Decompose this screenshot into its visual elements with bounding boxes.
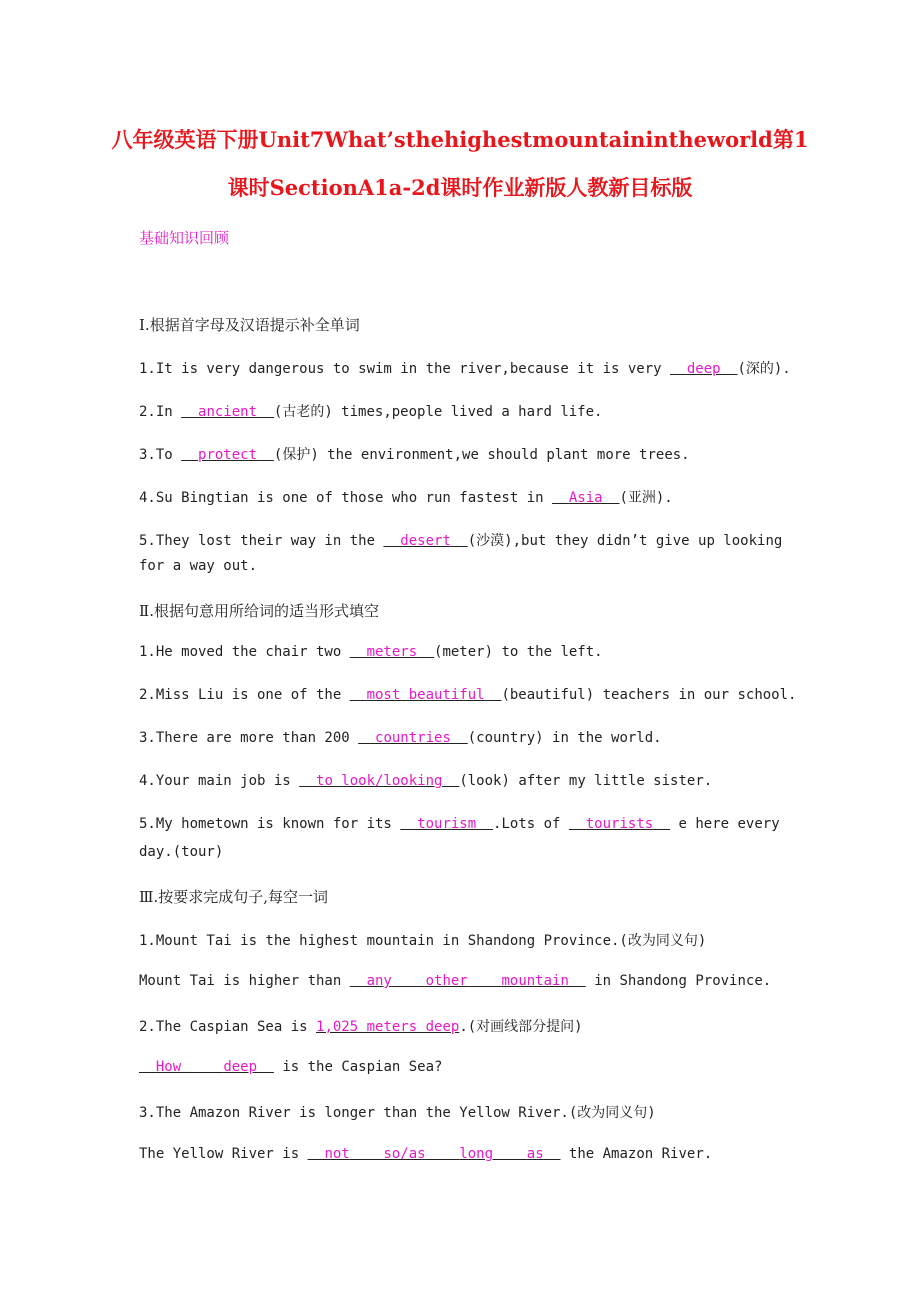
part3-q3-answer	[139, 1146, 712, 1162]
q-text: 1.It is very dangerous to swim in the river,because it is very	[139, 361, 671, 377]
answer-blank	[552, 490, 619, 506]
answer: ancient	[198, 404, 258, 420]
q-text: 5.They lost their way in the	[139, 533, 384, 549]
part3-q1-answer	[139, 973, 771, 989]
part2-q3	[139, 730, 662, 746]
q-text: (深的).	[737, 361, 791, 377]
q-text: (meter) to the left.	[434, 644, 603, 660]
q-text: 4.Your main job is	[139, 773, 300, 789]
q-text: (古老的) times,people lived a hard life.	[273, 404, 603, 420]
part2-q2	[139, 687, 796, 703]
part3-heading: Ⅲ.按要求完成句子,每空一词	[139, 888, 329, 906]
answer-blank	[383, 533, 467, 549]
part2-q5-cont: day.(tour)	[139, 844, 224, 860]
section-tag: 基础知识回顾	[139, 229, 230, 247]
q-text: 3.To	[139, 447, 182, 463]
part3-q2	[139, 1016, 583, 1036]
q-text: 2.In	[139, 404, 182, 420]
title-line-2: 课时SectionA1a-2d课时作业新版人教新目标版	[227, 175, 693, 200]
answer: any	[366, 973, 392, 989]
part2-q1	[139, 644, 603, 660]
q-text: .Lots of	[493, 816, 569, 832]
q-text: Mount Tai is higher than	[139, 973, 350, 989]
part2-heading: Ⅱ.根据句意用所给词的适当形式填空	[139, 602, 379, 620]
answer-blank	[358, 730, 468, 746]
part1-q5-cont: for a way out.	[139, 558, 258, 574]
answer: other	[425, 973, 468, 989]
q-text: in Shandong Province.	[585, 973, 772, 989]
q-text: is the Caspian Sea?	[273, 1059, 443, 1075]
part2-q5	[139, 816, 780, 832]
title-line-1: 八年级英语下册Unit7What’sthehighestmountainintheworld第1	[111, 127, 809, 152]
answer-blank	[299, 773, 459, 789]
answer-blank	[670, 361, 737, 377]
q-text: .(对画线部分提问)	[459, 1019, 583, 1035]
part1-q1	[139, 358, 791, 378]
answer: deep	[223, 1059, 258, 1075]
q-text: (look) after my little sister.	[459, 773, 713, 789]
answer: long	[459, 1146, 494, 1162]
answer-blank	[350, 687, 502, 703]
answer-blank	[308, 1146, 561, 1162]
answer-blank	[350, 973, 586, 989]
q-text: (沙漠),but they didn’t give up looking	[467, 533, 783, 549]
q-text: (beautiful) teachers in our school.	[501, 687, 797, 703]
q-text: 2.Miss Liu is one of the	[139, 687, 350, 703]
q-text: (亚洲).	[619, 490, 673, 506]
answer: tourists	[585, 816, 654, 832]
q-text: 5.My hometown is known for its	[139, 816, 401, 832]
q-text: 3.There are more than 200	[139, 730, 359, 746]
answer: How	[155, 1059, 182, 1075]
part1-q5	[139, 530, 782, 550]
answer-blank	[139, 1059, 274, 1075]
answer: tourism	[417, 816, 477, 832]
q-text: the Amazon River.	[560, 1146, 713, 1162]
answer-blank	[569, 816, 670, 832]
q-text: (country) in the world.	[467, 730, 662, 746]
answer: mountain	[501, 973, 569, 989]
answer-blank	[350, 644, 434, 660]
answer: to look/looking	[316, 773, 443, 789]
q-text: The Yellow River is	[139, 1146, 308, 1162]
q-text: 4.Su Bingtian is one of those who run fastest in	[139, 490, 553, 506]
part3-q1: 1.Mount Tai is the highest mountain in Shandong Province.(改为同义句)	[139, 933, 707, 949]
answer: not	[324, 1146, 350, 1162]
part2-q4	[139, 773, 712, 789]
answer: meters	[366, 644, 418, 660]
part3-q2-answer	[139, 1059, 442, 1075]
q-text: 2.The Caspian Sea is	[139, 1019, 317, 1035]
answer-blank	[400, 816, 493, 832]
part3-q3: 3.The Amazon River is longer than the Yellow River.(改为同义句)	[139, 1105, 656, 1121]
answer: as	[526, 1146, 544, 1162]
part1-heading: Ⅰ.根据首字母及汉语提示补全单词	[139, 316, 360, 334]
answer: desert	[400, 533, 451, 549]
answer: protect	[198, 447, 258, 463]
answer: Asia	[568, 490, 603, 506]
part1-q2	[139, 401, 602, 421]
answer: most beautiful	[366, 687, 485, 703]
part1-q4	[139, 487, 673, 507]
part1-q3	[139, 444, 690, 464]
underlined-phrase: 1,025 meters deep	[316, 1019, 460, 1035]
q-text: e here every	[670, 816, 780, 832]
answer: deep	[686, 361, 721, 377]
answer: countries	[375, 730, 451, 746]
answer: so/as	[383, 1146, 426, 1162]
q-text: 1.He moved the chair two	[139, 644, 350, 660]
answer-blank	[181, 404, 274, 420]
answer-blank	[181, 447, 274, 463]
q-text: (保护) the environment,we should plant more trees.	[273, 447, 690, 463]
